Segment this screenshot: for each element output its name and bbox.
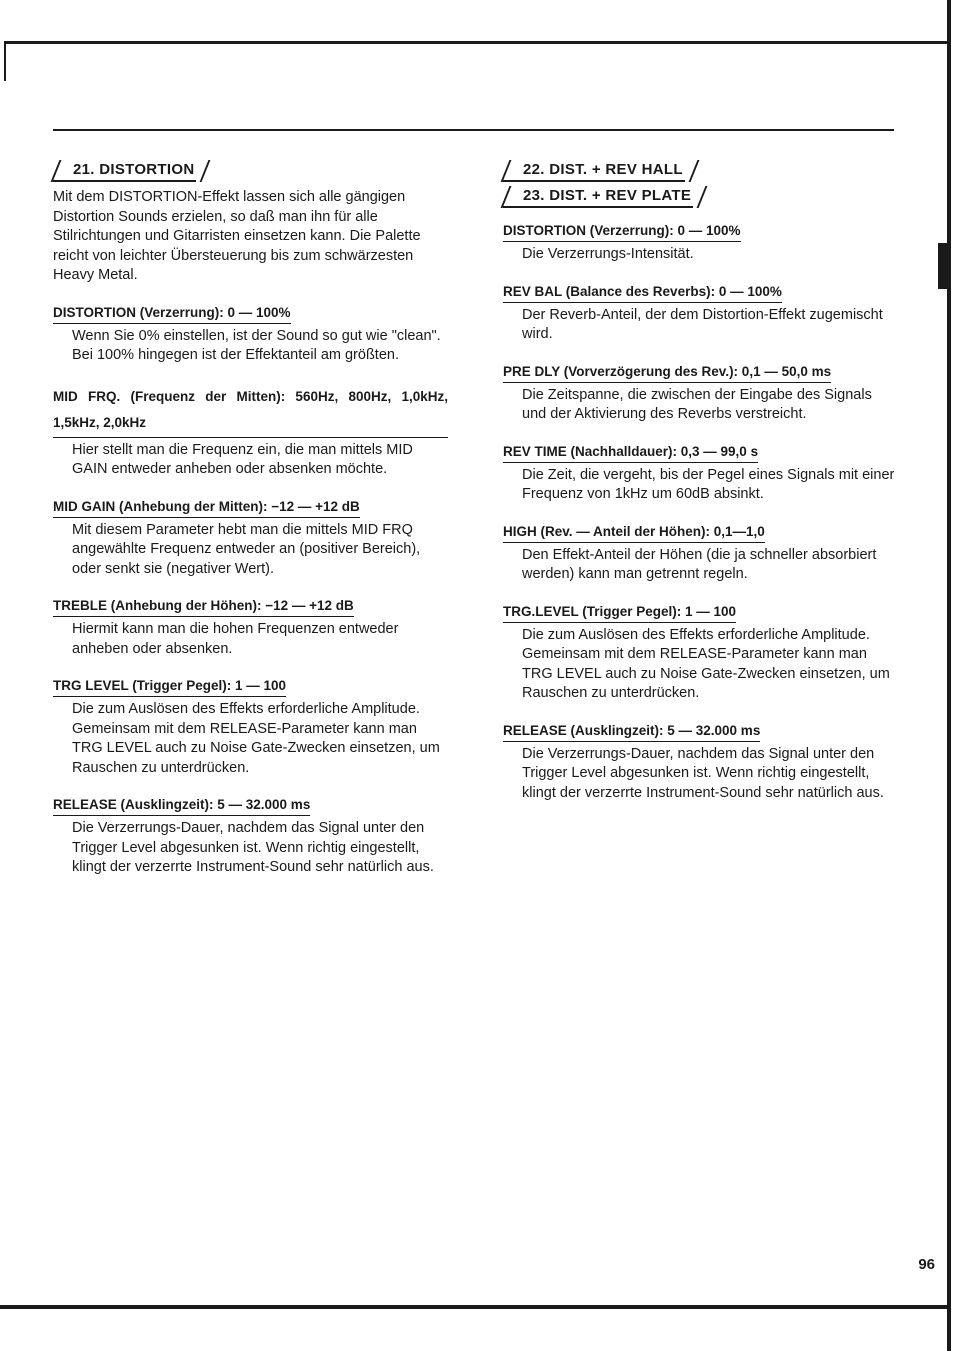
section-title-underline xyxy=(53,180,196,182)
param-block xyxy=(53,384,448,480)
param-heading: REV TIME (Nachhalldauer): 0,3 — 99,0 s xyxy=(503,443,758,463)
param-heading: HIGH (Rev. — Anteil der Höhen): 0,1—1,0 xyxy=(503,523,765,543)
param-block xyxy=(503,603,898,704)
param-description: Hiermit kann man die hohen Frequenzen entweder anheben oder absenken. xyxy=(72,621,399,657)
param-block xyxy=(53,498,448,580)
section-intro: Mit dem DISTORTION-Effekt lassen sich alle gängigen Distortion Sounds erzielen, so daß man ihn für alle Stilrichtungen und Gitarristen einsetzen kann. Die Palette reicht von leichter Übersteuerung bis zum schwärzesten Heavy Metal. xyxy=(53,189,421,283)
param-description: Die Verzerrungs-Dauer, nachdem das Signal unter den Trigger Level abgesunken ist. Wenn richtig eingestellt, klingt der verzerrte Instrument-Sound sehr natürlich aus. xyxy=(522,745,884,801)
page-frame-top-border xyxy=(4,41,950,44)
left-column xyxy=(53,160,448,878)
param-description: Die Verzerrungs-Dauer, nachdem das Signal unter den Trigger Level abgesunken ist. Wenn richtig eingestellt, klingt der verzerrte Instrument-Sound sehr natürlich aus. xyxy=(72,820,434,875)
page-number: 96 xyxy=(918,1256,935,1273)
param-description: Die Zeit, die vergeht, bis der Pegel eines Signals mit einer Frequenz von 1kHz um 60dB absinkt. xyxy=(522,466,895,502)
section-title-text: 23. DIST. + REV PLATE xyxy=(523,187,692,204)
param-heading: DISTORTION (Verzerrung): 0 — 100% xyxy=(503,222,741,242)
param-description: Die Zeitspanne, die zwischen der Eingabe des Signals und der Aktivierung des Reverbs verstreicht. xyxy=(522,386,872,422)
param-description: Hier stellt man die Frequenz ein, die man mittels MID GAIN entweder anheben oder absenken möchte. xyxy=(72,441,413,477)
section-title-underline xyxy=(503,206,693,208)
param-description: Der Reverb-Anteil, der dem Distortion-Effekt zugemischt wird. xyxy=(522,306,883,342)
header-rule xyxy=(53,129,894,131)
param-heading: MID GAIN (Anhebung der Mitten): −12 — +12 dB xyxy=(53,498,360,518)
param-block xyxy=(503,283,898,345)
param-block xyxy=(503,443,898,505)
param-description: Wenn Sie 0% einstellen, ist der Sound so gut wie "clean". Bei 100% hingegen ist der Effektanteil am größten. xyxy=(72,327,441,363)
param-description: Die Verzerrungs-Intensität. xyxy=(522,246,694,262)
page-frame-right-border xyxy=(947,0,951,1351)
right-column xyxy=(503,160,898,803)
param-description: Den Effekt-Anteil der Höhen (die ja schneller absorbiert werden) kann man getrennt regeln. xyxy=(522,546,877,582)
param-block xyxy=(503,222,898,265)
section-title-text: 22. DIST. + REV HALL xyxy=(523,161,683,178)
page-frame-left-corner xyxy=(4,41,6,81)
section-title-text: 21. DISTORTION xyxy=(73,161,195,178)
param-block xyxy=(503,722,898,804)
param-heading: PRE DLY (Vorverzögerung des Rev.): 0,1 — 50,0 ms xyxy=(503,363,831,383)
param-block xyxy=(53,677,448,778)
param-heading: RELEASE (Ausklingzeit): 5 — 32.000 ms xyxy=(53,796,310,816)
section-title-dist-rev-hall xyxy=(503,160,699,180)
param-block xyxy=(503,523,898,585)
param-heading: RELEASE (Ausklingzeit): 5 — 32.000 ms xyxy=(503,722,760,742)
param-description: Mit diesem Parameter hebt man die mittels MID FRQ angewählte Frequenz entweder an (positiver Bereich), oder senkt sie (negativer Wert). xyxy=(72,521,421,577)
param-heading: TRG LEVEL (Trigger Pegel): 1 — 100 xyxy=(53,677,286,697)
param-block xyxy=(53,597,448,659)
section-title-distortion xyxy=(53,160,210,180)
param-heading: TREBLE (Anhebung der Höhen): −12 — +12 dB xyxy=(53,597,354,617)
param-description: Die zum Auslösen des Effekts erforderliche Amplitude. Gemeinsam mit dem RELEASE-Parameter kann man TRG LEVEL auch zu Noise Gate-Zwecken einsetzen, um Rauschen zu unterdrücken. xyxy=(522,626,890,701)
param-block xyxy=(503,363,898,425)
param-heading: DISTORTION (Verzerrung): 0 — 100% xyxy=(53,304,291,324)
param-heading: MID FRQ. (Frequenz der Mitten): 560Hz, 800Hz, 1,0kHz, 1,5kHz, 2,0kHz xyxy=(53,384,448,438)
page-frame-bottom-border xyxy=(0,1305,951,1309)
section-title-underline xyxy=(503,180,685,182)
param-heading: REV BAL (Balance des Reverbs): 0 — 100% xyxy=(503,283,782,303)
param-block xyxy=(53,304,448,366)
param-block xyxy=(53,796,448,878)
section-edge-tab xyxy=(938,243,950,289)
section-title-dist-rev-plate xyxy=(503,186,707,206)
param-description: Die zum Auslösen des Effekts erforderliche Amplitude. Gemeinsam mit dem RELEASE-Parameter kann man TRG LEVEL auch zu Noise Gate-Zwecken einsetzen, um Rauschen zu unterdrücken. xyxy=(72,701,440,776)
param-heading: TRG.LEVEL (Trigger Pegel): 1 — 100 xyxy=(503,603,736,623)
